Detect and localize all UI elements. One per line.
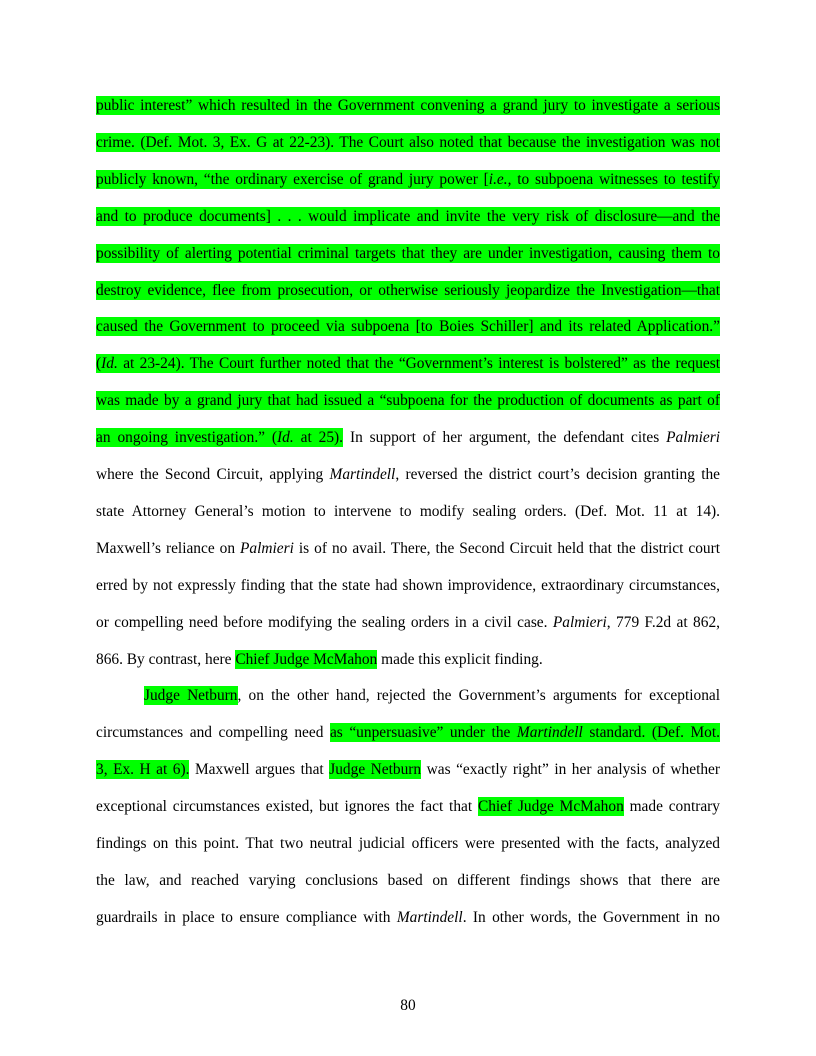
- text-segment: is of no avail. There, the Second Circuit held that the district court: [293, 539, 721, 557]
- text-line: [96, 760, 720, 780]
- highlighted-text: at 23-24). The Court further noted that the “Government’s interest is bolstered” as the request: [117, 355, 720, 373]
- highlighted-text: 3, Ex. H at 6).: [96, 761, 190, 779]
- text-segment: where the Second Circuit, applying: [96, 466, 330, 483]
- text-line: [96, 133, 720, 153]
- text-line: [96, 170, 720, 190]
- text-line: [96, 96, 720, 116]
- text-segment: Maxwell’s reliance on: [96, 539, 241, 557]
- text-segment: or compelling need before modifying the sealing orders in a civil case.: [96, 613, 553, 631]
- highlighted-text: Chief Judge McMahon: [235, 650, 378, 668]
- text-segment: , 779 F.2d at 862,: [606, 613, 720, 631]
- text-segment: circumstances and compelling need: [96, 724, 330, 742]
- text-segment: In support of her argument, the defendant cites: [343, 429, 667, 447]
- highlighted-text: crime. (Def. Mot. 3, Ex. G at 22-23). The Court also noted that because the investigation was not: [96, 133, 720, 151]
- highlighted-text: was made by a grand jury that had issued a “subpoena for the production of documents as part of: [96, 392, 720, 410]
- text-segment: findings on this point. That two neutral judicial officers were presented with the facts, analyzed: [96, 835, 720, 852]
- text-segment: the law, and reached varying conclusions based on different findings shows that there are: [96, 871, 720, 889]
- text-segment: Martindell: [329, 466, 396, 483]
- text-line: [96, 354, 720, 374]
- text-line: [96, 650, 720, 670]
- text-segment: exceptional circumstances existed, but ignores the fact that: [96, 798, 478, 816]
- text-segment: erred by not expressly finding that the state had shown improvidence, extraordinary circumstances,: [96, 576, 720, 594]
- highlighted-text: standard. (Def. Mot.: [582, 724, 720, 742]
- text-segment: state Attorney General’s motion to intervene to modify sealing orders. (Def. Mot. 11 at 14).: [96, 502, 720, 520]
- text-segment: , reversed the district court’s decision granting the: [395, 466, 720, 483]
- text-segment: was “exactly right” in her analysis of whether: [421, 761, 721, 779]
- text-line: [96, 244, 720, 264]
- highlighted-text: Id.: [101, 355, 118, 373]
- highlighted-text: and to produce documents] . . . would implicate and invite the very risk of disclosure—and the: [96, 207, 720, 225]
- text-line: [96, 502, 720, 522]
- text-segment: Martindell: [396, 908, 463, 926]
- text-segment: Palmieri: [666, 429, 720, 447]
- text-segment: . In other words, the Government in no: [462, 908, 720, 926]
- text-segment: Palmieri: [240, 539, 294, 557]
- highlighted-text: Chief Judge McMahon: [477, 798, 624, 816]
- text-segment: Maxwell argues that: [189, 761, 330, 779]
- text-line: [96, 576, 720, 596]
- text-line: [96, 613, 720, 633]
- highlighted-text: caused the Government to proceed via subpoena [to Boies Schiller] and its related Application.”: [96, 318, 720, 336]
- text-line: [96, 281, 720, 301]
- text-segment: made this explicit finding.: [377, 650, 543, 668]
- text-line: [144, 686, 720, 706]
- text-line: [96, 317, 720, 337]
- text-line: [96, 539, 720, 559]
- highlighted-text: (: [96, 355, 102, 373]
- highlighted-text: i.e.: [488, 170, 508, 188]
- text-line: [96, 871, 720, 891]
- page-number: 80: [400, 997, 416, 1014]
- text-line: [96, 908, 720, 928]
- highlighted-text: publicly known, “the ordinary exercise of grand jury power [: [96, 170, 489, 188]
- highlighted-text: Judge Netburn: [144, 687, 238, 705]
- highlighted-text: Judge Netburn: [329, 761, 422, 779]
- text-line: [96, 207, 720, 227]
- highlighted-text: destroy evidence, flee from prosecution, or otherwise seriously jeopardize the Investigation—that: [96, 281, 720, 299]
- highlighted-text: , to subpoena witnesses to testify: [507, 170, 720, 188]
- text-line: [96, 428, 720, 448]
- highlighted-text: Id.: [277, 429, 294, 447]
- highlighted-text: an ongoing investigation.” (: [96, 429, 278, 447]
- highlighted-text: at 25).: [293, 429, 344, 447]
- highlighted-text: Martindell: [516, 724, 583, 742]
- text-line: [96, 834, 720, 854]
- text-segment: Palmieri: [552, 613, 607, 631]
- text-line: [96, 797, 720, 817]
- text-segment: made contrary: [623, 798, 720, 816]
- text-segment: guardrails in place to ensure compliance with: [96, 908, 397, 926]
- text-line: [96, 723, 720, 743]
- text-line: [96, 391, 720, 411]
- highlighted-text: public interest” which resulted in the Government convening a grand jury to investigate a serious: [96, 97, 720, 114]
- text-line: [96, 465, 720, 485]
- text-segment: 866. By contrast, here: [96, 650, 236, 668]
- highlighted-text: as “unpersuasive” under the: [329, 724, 517, 742]
- highlighted-text: possibility of alerting potential criminal targets that they are under investigation, causing them to: [96, 244, 720, 262]
- text-segment: , on the other hand, rejected the Government’s arguments for exceptional: [237, 687, 721, 705]
